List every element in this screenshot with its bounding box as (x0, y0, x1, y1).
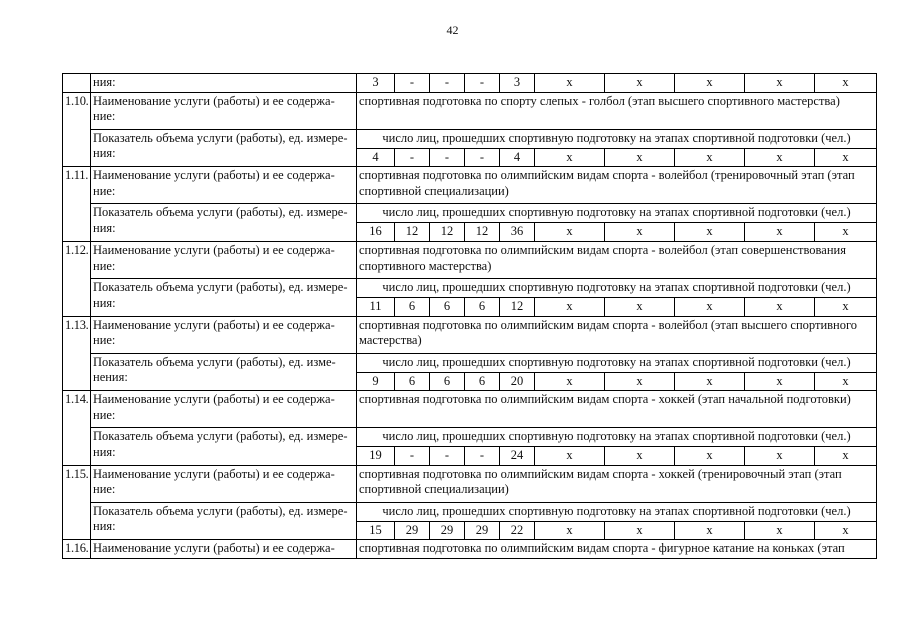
row-number (63, 74, 91, 93)
value-cell: х (535, 521, 605, 540)
indicator-label: Показатель объема услуги (работы), ед. измере-ния: (91, 129, 357, 167)
value-cell: 11 (357, 297, 395, 316)
value-cell: 4 (500, 148, 535, 167)
value-cell: х (675, 297, 745, 316)
service-row (63, 391, 877, 428)
value-cell: 22 (500, 521, 535, 540)
indicator-unit: число лиц, прошедших спортивную подготовку на этапах спортивной подготовки (чел.) (357, 353, 877, 372)
value-cell: х (535, 148, 605, 167)
indicator-row (63, 204, 877, 223)
value-cell: 6 (465, 372, 500, 391)
value-cell: 24 (500, 447, 535, 466)
service-description: спортивная подготовка по олимпийским видам спорта - хоккей (этап начальной подготовки) (357, 391, 877, 428)
value-cell: 29 (465, 521, 500, 540)
value-cell: 6 (430, 372, 465, 391)
service-description: спортивная подготовка по спорту слепых - голбол (этап высшего спортивного мастерства) (357, 92, 877, 129)
value-cell: 3 (357, 74, 395, 93)
value-cell: х (815, 297, 877, 316)
indicator-unit: число лиц, прошедших спортивную подготовку на этапах спортивной подготовки (чел.) (357, 129, 877, 148)
value-cell: 16 (357, 223, 395, 242)
page-number: 42 (446, 23, 459, 37)
value-cell: х (745, 74, 815, 93)
service-description: спортивная подготовка по олимпийским видам спорта - волейбол (этап совершенствования спортивного мастерства) (357, 241, 877, 278)
value-cell: 15 (357, 521, 395, 540)
value-cell: х (535, 223, 605, 242)
service-label: Наименование услуги (работы) и ее содержа- (91, 540, 357, 559)
service-description: спортивная подготовка по олимпийским видам спорта - фигурное катание на коньках (этап (357, 540, 877, 559)
row-number: 1.14. (63, 391, 91, 466)
row-number: 1.12. (63, 241, 91, 316)
value-cell: 6 (395, 372, 430, 391)
value-cell: 29 (395, 521, 430, 540)
value-cell: х (745, 372, 815, 391)
value-cell: х (605, 223, 675, 242)
value-cell: - (395, 447, 430, 466)
value-cell: - (430, 74, 465, 93)
value-cell: х (605, 297, 675, 316)
service-label: Наименование услуги (работы) и ее содержа-ние: (91, 92, 357, 129)
value-cell: - (395, 74, 430, 93)
row-number: 1.15. (63, 465, 91, 540)
indicator-label: Показатель объема услуги (работы), ед. измере-ния: (91, 204, 357, 242)
value-cell: 12 (395, 223, 430, 242)
value-cell: х (535, 74, 605, 93)
service-label: Наименование услуги (работы) и ее содержа-ние: (91, 167, 357, 204)
value-cell: - (430, 148, 465, 167)
indicator-unit: число лиц, прошедших спортивную подготовку на этапах спортивной подготовки (чел.) (357, 428, 877, 447)
value-cell: - (465, 148, 500, 167)
value-cell: х (605, 447, 675, 466)
service-label: Наименование услуги (работы) и ее содержа-ние: (91, 241, 357, 278)
value-cell: х (605, 521, 675, 540)
indicator-row (63, 129, 877, 148)
service-row (63, 316, 877, 353)
value-cell: х (815, 148, 877, 167)
service-row (63, 465, 877, 502)
indicator-label: Показатель объема услуги (работы), ед. измере-ния: (91, 428, 357, 466)
indicator-row (63, 428, 877, 447)
value-cell: 12 (465, 223, 500, 242)
value-cell: 6 (430, 297, 465, 316)
indicator-row (63, 353, 877, 372)
value-cell: х (815, 372, 877, 391)
value-cell: х (535, 297, 605, 316)
indicator-label: Показатель объема услуги (работы), ед. измере-ния: (91, 278, 357, 316)
indicator-unit: число лиц, прошедших спортивную подготовку на этапах спортивной подготовки (чел.) (357, 204, 877, 223)
value-cell: х (535, 372, 605, 391)
value-cell: 36 (500, 223, 535, 242)
value-cell: - (465, 447, 500, 466)
indicator-unit: число лиц, прошедших спортивную подготовку на этапах спортивной подготовки (чел.) (357, 502, 877, 521)
row-number: 1.16. (63, 540, 91, 559)
value-cell: х (745, 447, 815, 466)
value-cell: х (815, 521, 877, 540)
value-cell: х (815, 74, 877, 93)
service-row (63, 241, 877, 278)
indicator-unit: число лиц, прошедших спортивную подготовку на этапах спортивной подготовки (чел.) (357, 278, 877, 297)
value-cell: 6 (395, 297, 430, 316)
value-cell: х (535, 447, 605, 466)
service-label: Наименование услуги (работы) и ее содержа-ние: (91, 465, 357, 502)
value-cell: 20 (500, 372, 535, 391)
row-number: 1.11. (63, 167, 91, 242)
service-description: спортивная подготовка по олимпийским видам спорта - волейбол (этап высшего спортивного мастерства) (357, 316, 877, 353)
value-cell: х (745, 223, 815, 242)
value-cell: х (815, 223, 877, 242)
value-cell: - (395, 148, 430, 167)
value-cell: 9 (357, 372, 395, 391)
value-cell: х (675, 521, 745, 540)
service-description: спортивная подготовка по олимпийским видам спорта - волейбол (тренировочный этап (этап спортивной специализации) (357, 167, 877, 204)
value-cell: х (675, 74, 745, 93)
table-body (63, 74, 877, 559)
value-cell: х (815, 447, 877, 466)
carry-over-label: ния: (91, 74, 357, 93)
value-cell: х (675, 372, 745, 391)
value-cell: - (430, 447, 465, 466)
value-cell: 29 (430, 521, 465, 540)
indicator-label: Показатель объема услуги (работы), ед. измере-ния: (91, 502, 357, 540)
value-cell: 4 (357, 148, 395, 167)
value-cell: 12 (500, 297, 535, 316)
value-cell: х (675, 148, 745, 167)
service-row (63, 167, 877, 204)
row-number: 1.10. (63, 92, 91, 167)
value-cell: 19 (357, 447, 395, 466)
value-cell: 12 (430, 223, 465, 242)
service-description: спортивная подготовка по олимпийским видам спорта - хоккей (тренировочный этап (этап спортивной специализации) (357, 465, 877, 502)
value-cell: 6 (465, 297, 500, 316)
value-cell: х (745, 297, 815, 316)
carry-over-row (63, 74, 877, 93)
value-cell: х (745, 148, 815, 167)
value-cell: х (675, 223, 745, 242)
service-label: Наименование услуги (работы) и ее содержа-ние: (91, 316, 357, 353)
service-label: Наименование услуги (работы) и ее содержа-ние: (91, 391, 357, 428)
service-row (63, 92, 877, 129)
value-cell: х (605, 372, 675, 391)
service-table (62, 73, 877, 559)
value-cell: х (605, 74, 675, 93)
value-cell: х (745, 521, 815, 540)
value-cell: х (675, 447, 745, 466)
row-number: 1.13. (63, 316, 91, 391)
service-row (63, 540, 877, 559)
value-cell: - (465, 74, 500, 93)
indicator-row (63, 502, 877, 521)
indicator-row (63, 278, 877, 297)
value-cell: х (605, 148, 675, 167)
indicator-label: Показатель объема услуги (работы), ед. изме-нения: (91, 353, 357, 391)
value-cell: 3 (500, 74, 535, 93)
